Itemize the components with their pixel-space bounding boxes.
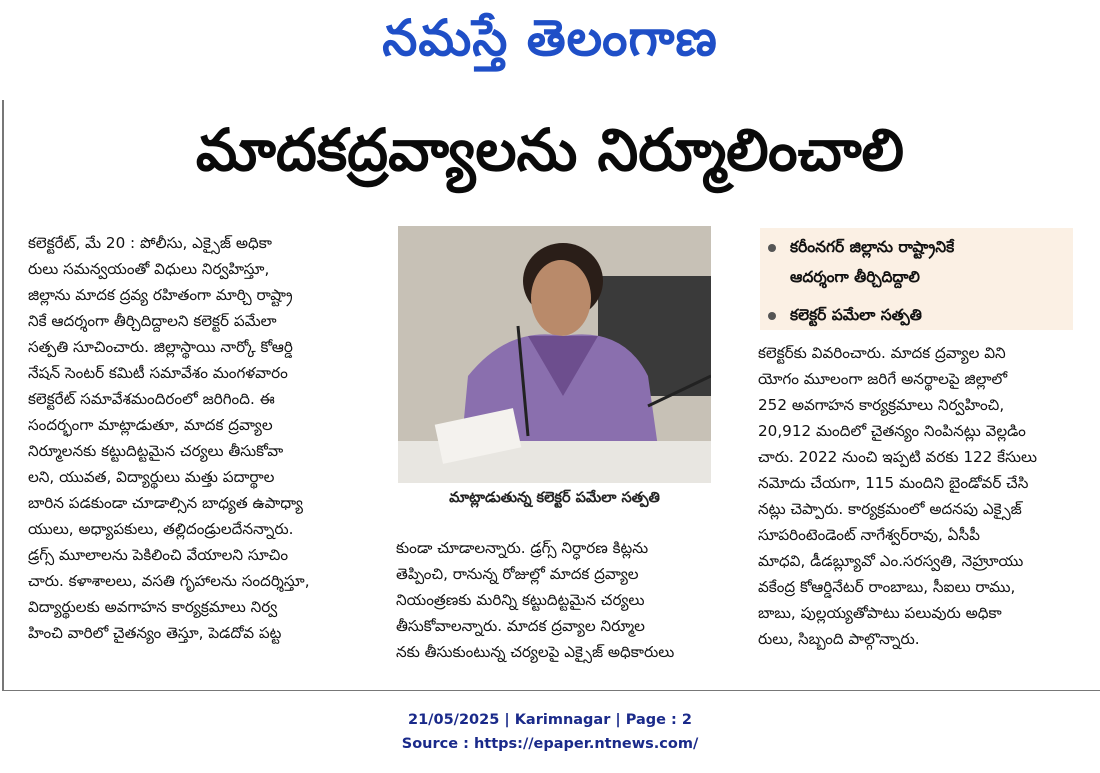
- article-line: నిర్మూలనకు కట్టుదిట్టమైన చర్యలు తీసుకోవా: [28, 442, 284, 460]
- article-line: నేషన్ సెంటర్ కమిటీ సమావేశం మంగళవారం: [28, 364, 288, 382]
- article-line: బాబు, పుల్లయ్యతోపాటు పలువురు అధికా: [758, 604, 1002, 622]
- article-line: కుండా చూడాలన్నారు. డ్రగ్స్ నిర్ధారణ కిట్లను: [396, 539, 649, 557]
- article-line: సూపరింటెండెంట్ నాగేశ్వర్‌రావు, ఏసీపీ: [758, 526, 980, 544]
- article-line: హించి వారిలో చైతన్యం తెస్తూ, పెడదోవ పట్ట: [28, 624, 282, 642]
- article-line: రులు, సిబ్బంది పాల్గొన్నారు.: [758, 630, 920, 648]
- photo-caption: మాట్లాడుతున్న కలెక్టర్ పమేలా సత్పతి: [449, 490, 660, 506]
- bullet-icon: [768, 244, 776, 252]
- article-line: నట్లు చెప్పారు. కార్యక్రమంలో అదనపు ఎక్సైజ్: [758, 500, 1022, 518]
- article-headline: మాదకద్రవ్యాలను నిర్మూలించాలి: [195, 116, 905, 184]
- article-line: సందర్భంగా మాట్లాడుతూ, మాదక ద్రవ్యాల: [28, 416, 273, 434]
- highlight-item: ఆదర్శంగా తీర్చిదిద్దాలి: [790, 268, 920, 286]
- newspaper-masthead: నమస్తే తెలంగాణ: [382, 8, 718, 67]
- article-line: వకేంద్ర కోఆర్డినేటర్ రాంబాబు, సీఐలు రాము,: [758, 578, 1016, 596]
- article-photo: [398, 226, 711, 483]
- footer-divider: [2, 690, 1100, 691]
- article-line: జిల్లాను మాదక ద్రవ్య రహితంగా మార్చి రాష్ట్రా: [28, 286, 293, 304]
- article-line: చారు. కళాశాలలు, వసతి గృహాలను సందర్శిస్తూ,: [28, 572, 310, 590]
- article-line: కలెక్టర్‌కు వివరించారు. మాదక ద్రవ్యాల విని: [758, 344, 1006, 362]
- highlight-item: కలెక్టర్ పమేలా సత్పతి: [790, 306, 922, 324]
- article-line: యులు, అధ్యాపకులు, తల్లిదండ్రులదేనన్నారు.: [28, 520, 294, 538]
- bullet-icon: [768, 312, 776, 320]
- article-line: తీసుకోవాలన్నారు. మాదక ద్రవ్యాల నిర్మూల: [396, 617, 645, 635]
- article-line: నకు తీసుకుంటున్న చర్యలపై ఎక్సైజ్ అధికారులు: [396, 643, 675, 661]
- article-line: బారిన పడకుండా చూడాల్సిన బాధ్యత ఉపాధ్యా: [28, 494, 304, 512]
- article-line: కలెక్టరేట్ సమావేశమందిరంలో జరిగింది. ఈ: [28, 390, 275, 408]
- article-line: కలెక్టరేట్, మే 20 : పోలీసు, ఎక్సైజ్ అధికా: [28, 234, 272, 252]
- collector-photo-illustration: [398, 226, 711, 483]
- article-column-2: [396, 535, 716, 665]
- highlight-box: [760, 228, 1073, 330]
- article-line: లని, యువత, విద్యార్థులు మత్తు పదార్థాల: [28, 468, 275, 486]
- article-line: తెప్పించి, రానున్న రోజుల్లో మాదక ద్రవ్యాల: [396, 565, 639, 583]
- article-line: నికే ఆదర్శంగా తీర్చిదిద్దాలని కలెక్టర్ పమేలా: [28, 312, 277, 330]
- article-line: సత్పతి సూచించారు. జిల్లాస్థాయి నార్కో కోఆర్డి: [28, 338, 293, 356]
- article-column-1: [28, 230, 350, 646]
- article-line: మాధవి, డీడబ్ల్యూవో ఎం.సరస్వతి, నెహ్రూయు: [758, 552, 1024, 570]
- source-link: Source : https://epaper.ntnews.com/: [401, 736, 699, 752]
- article-column-3: [758, 340, 1078, 652]
- article-line: డ్రగ్స్ మూలాలను పెకిలించి వేయాలని సూచిం: [28, 546, 289, 564]
- highlight-item: కరీంనగర్ జిల్లాను రాష్ట్రానికే: [790, 238, 955, 256]
- article-line: రులు సమన్వయంతో విధులు నిర్వహిస్తూ,: [28, 260, 270, 278]
- article-line: 20,912 మందిలో చైతన్యం నింపినట్లు వెల్లడిం: [758, 422, 1026, 440]
- article-line: నియంత్రణకు మరిన్ని కట్టుదిట్టమైన చర్యలు: [396, 591, 645, 609]
- article-line: 252 అవగాహన కార్యక్రమాలు నిర్వహించి,: [758, 396, 1005, 414]
- article-line: నమోదు చేయగా, 115 మందిని బైండోవర్ చేసి: [758, 474, 1029, 492]
- edition-info: 21/05/2025 | Karimnagar | Page : 2: [408, 712, 692, 728]
- article-line: విద్యార్థులకు అవగాహన కార్యక్రమాలు నిర్వ: [28, 598, 278, 616]
- article-line: చారు. 2022 నుంచి ఇప్పటి వరకు 122 కేసులు: [758, 448, 1038, 466]
- article-line: యోగం మూలంగా జరిగే అనర్థాలపై జిల్లాలో: [758, 370, 1008, 388]
